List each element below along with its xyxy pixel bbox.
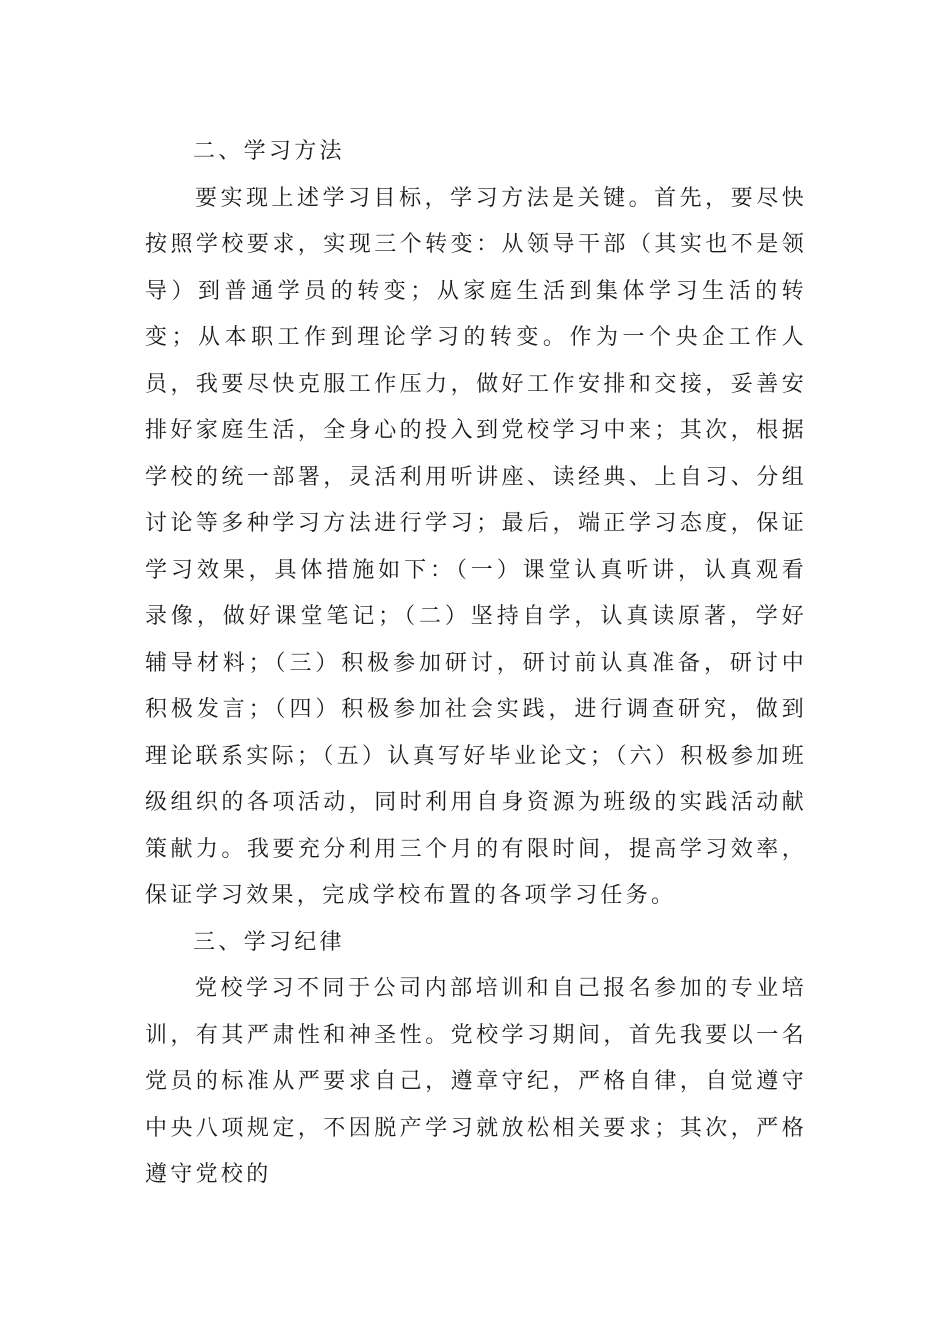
document-body bbox=[145, 129, 807, 1199]
paragraph-study-discipline: 党校学习不同于公司内部培训和自己报名参加的专业培训，有其严肃性和神圣性。党校学习期间，首先我要以一名党员的标准从严要求自己，遵章守纪，严格自律，自觉遵守中央八项规定，不因脱产学习就放松相关要求；其次，严格遵守党校的 bbox=[145, 976, 807, 1187]
paragraph-study-methods: 要实现上述学习目标，学习方法是关键。首先，要尽快按照学校要求，实现三个转变：从领导干部（其实也不是领导）到普通学员的转变；从家庭生活到集体学习生活的转变；从本职工作到理论学习的转变。作为一个央企工作人员，我要尽快克服工作压力，做好工作安排和交接，妥善安排好家庭生活，全身心的投入到党校学习中来；其次，根据学校的统一部署，灵活利用听讲座、读经典、上自习、分组讨论等多种学习方法进行学习；最后，端正学习态度，保证学习效果，具体措施如下：（一）课堂认真听讲，认真观看录像，做好课堂笔记；（二）坚持自学，认真读原著，学好辅导材料；（三）积极参加研讨，研讨前认真准备，研讨中积极发言；（四）积极参加社会实践，进行调查研究，做到理论联系实际；（五）认真写好毕业论文；（六）积极参加班级组织的各项活动，同时利用自身资源为班级的实践活动献策献力。我要充分利用三个月的有限时间，提高学习效率，保证学习效果，完成学校布置的各项学习任务。 bbox=[145, 185, 807, 908]
section-heading-study-methods: 二、学习方法 bbox=[193, 139, 345, 164]
section-heading-study-discipline: 三、学习纪律 bbox=[193, 929, 345, 955]
